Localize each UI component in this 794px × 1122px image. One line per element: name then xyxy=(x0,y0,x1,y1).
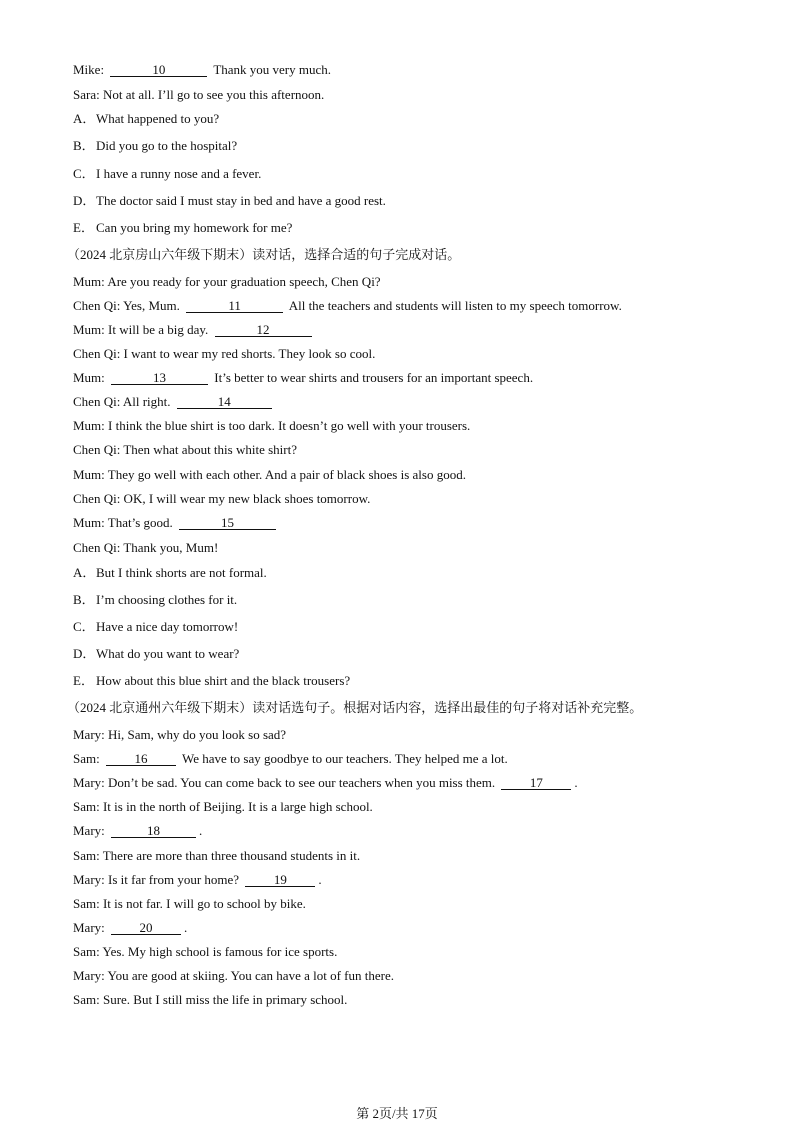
dialogue-line: Chen Qi: OK, I will wear my new black shoes tomorrow. xyxy=(73,491,371,506)
dialogue-text: . xyxy=(574,775,578,790)
answer-option xyxy=(73,111,219,127)
dialogue-line: Mum: They go well with each other. And a pair of black shoes is also good. xyxy=(73,467,466,482)
dialogue-text: Mike: xyxy=(73,62,108,77)
option-text: I’m choosing clothes for it. xyxy=(96,592,238,607)
dialogue-text: Mary: Is it far from your home? xyxy=(73,872,243,887)
dialogue-text: . xyxy=(184,920,188,935)
answer-option xyxy=(73,646,239,662)
dialogue-line xyxy=(73,872,322,888)
answer-option xyxy=(73,193,386,209)
dialogue-line xyxy=(73,823,202,839)
answer-blank[interactable]: 17 xyxy=(501,776,571,790)
section-instruction: （2024 北京房山六年级下期末）读对话，选择合适的句子完成对话。 xyxy=(67,247,461,262)
dialogue-line: Mum: I think the blue shirt is too dark. It doesn’t go well with your trousers. xyxy=(73,418,471,433)
option-letter: B． xyxy=(73,138,95,153)
dialogue-line: Sam: Sure. But I still miss the life in primary school. xyxy=(73,992,348,1007)
dialogue-line xyxy=(73,370,533,386)
answer-blank[interactable]: 11 xyxy=(186,299,283,313)
dialogue-text: Mum: It will be a big day. xyxy=(73,322,212,337)
dialogue-line: Chen Qi: Thank you, Mum! xyxy=(73,540,219,555)
dialogue-text: All the teachers and students will listen to my speech tomorrow. xyxy=(286,298,622,313)
dialogue-line: Sara: Not at all. I’ll go to see you this afternoon. xyxy=(73,87,325,102)
answer-blank[interactable]: 14 xyxy=(177,395,272,409)
dialogue-line: Mary: Hi, Sam, why do you look so sad? xyxy=(73,727,287,742)
answer-option xyxy=(73,592,237,608)
dialogue-text: We have to say goodbye to our teachers. They helped me a lot. xyxy=(178,751,508,766)
answer-option xyxy=(73,166,261,182)
option-letter: A． xyxy=(73,565,96,580)
dialogue-line: Sam: There are more than three thousand students in it. xyxy=(73,848,361,863)
dialogue-text: It’s better to wear shirts and trousers for an important speech. xyxy=(211,370,534,385)
dialogue-text: Mary: xyxy=(73,823,109,838)
answer-option xyxy=(73,619,238,635)
answer-blank[interactable]: 19 xyxy=(245,873,315,887)
dialogue-line xyxy=(73,515,279,531)
option-letter: D． xyxy=(73,193,96,208)
option-text: What do you want to wear? xyxy=(96,646,240,661)
dialogue-text: . xyxy=(318,872,322,887)
dialogue-text: Sam: xyxy=(73,751,103,766)
dialogue-text: Mary: xyxy=(73,920,109,935)
option-letter: E． xyxy=(73,220,94,235)
option-text: How about this blue shirt and the black trousers? xyxy=(96,673,351,688)
dialogue-line: Chen Qi: I want to wear my red shorts. They look so cool. xyxy=(73,346,376,361)
dialogue-line xyxy=(73,62,331,78)
dialogue-text: Mum: That’s good. xyxy=(73,515,177,530)
answer-option xyxy=(73,220,292,236)
option-text: I have a runny nose and a fever. xyxy=(96,166,262,181)
answer-blank[interactable]: 15 xyxy=(179,516,276,530)
dialogue-line xyxy=(73,920,187,936)
dialogue-line xyxy=(73,394,275,410)
dialogue-line xyxy=(73,298,622,314)
option-letter: E． xyxy=(73,673,94,688)
option-letter: C． xyxy=(73,166,95,181)
answer-blank[interactable]: 13 xyxy=(111,371,208,385)
option-text: Can you bring my homework for me? xyxy=(96,220,293,235)
dialogue-line xyxy=(73,775,578,791)
answer-blank[interactable]: 12 xyxy=(215,323,312,337)
option-text: But I think shorts are not formal. xyxy=(96,565,267,580)
answer-blank[interactable]: 16 xyxy=(106,752,176,766)
dialogue-line: Chen Qi: Then what about this white shirt? xyxy=(73,442,297,457)
dialogue-text: Mary: Don’t be sad. You can come back to see our teachers when you miss them. xyxy=(73,775,499,790)
dialogue-line xyxy=(73,751,508,767)
dialogue-text: Chen Qi: Yes, Mum. xyxy=(73,298,184,313)
answer-blank[interactable]: 10 xyxy=(110,63,207,77)
dialogue-line: Sam: Yes. My high school is famous for ice sports. xyxy=(73,944,338,959)
option-text: Did you go to the hospital? xyxy=(96,138,238,153)
option-text: What happened to you? xyxy=(96,111,220,126)
option-text: The doctor said I must stay in bed and have a good rest. xyxy=(96,193,386,208)
option-letter: D． xyxy=(73,646,96,661)
dialogue-line: Mary: You are good at skiing. You can have a lot of fun there. xyxy=(73,968,394,983)
dialogue-text: Thank you very much. xyxy=(210,62,332,77)
answer-option xyxy=(73,138,237,154)
option-letter: B． xyxy=(73,592,95,607)
dialogue-line xyxy=(73,322,315,338)
option-letter: C． xyxy=(73,619,95,634)
dialogue-line: Mum: Are you ready for your graduation speech, Chen Qi? xyxy=(73,274,381,289)
dialogue-text: Mum: xyxy=(73,370,109,385)
dialogue-line: Sam: It is in the north of Beijing. It is a large high school. xyxy=(73,799,373,814)
section-instruction: （2024 北京通州六年级下期末）读对话选句子。根据对话内容，选择出最佳的句子将对话补充完整。 xyxy=(67,700,643,715)
answer-blank[interactable]: 20 xyxy=(111,921,181,935)
option-letter: A． xyxy=(73,111,96,126)
answer-option xyxy=(73,673,350,689)
dialogue-text: . xyxy=(199,823,203,838)
dialogue-line: Sam: It is not far. I will go to school by bike. xyxy=(73,896,306,911)
answer-option xyxy=(73,565,267,581)
page-footer: 第 2页/共 17页 xyxy=(356,1106,438,1121)
option-text: Have a nice day tomorrow! xyxy=(96,619,239,634)
dialogue-text: Chen Qi: All right. xyxy=(73,394,174,409)
answer-blank[interactable]: 18 xyxy=(111,824,196,838)
